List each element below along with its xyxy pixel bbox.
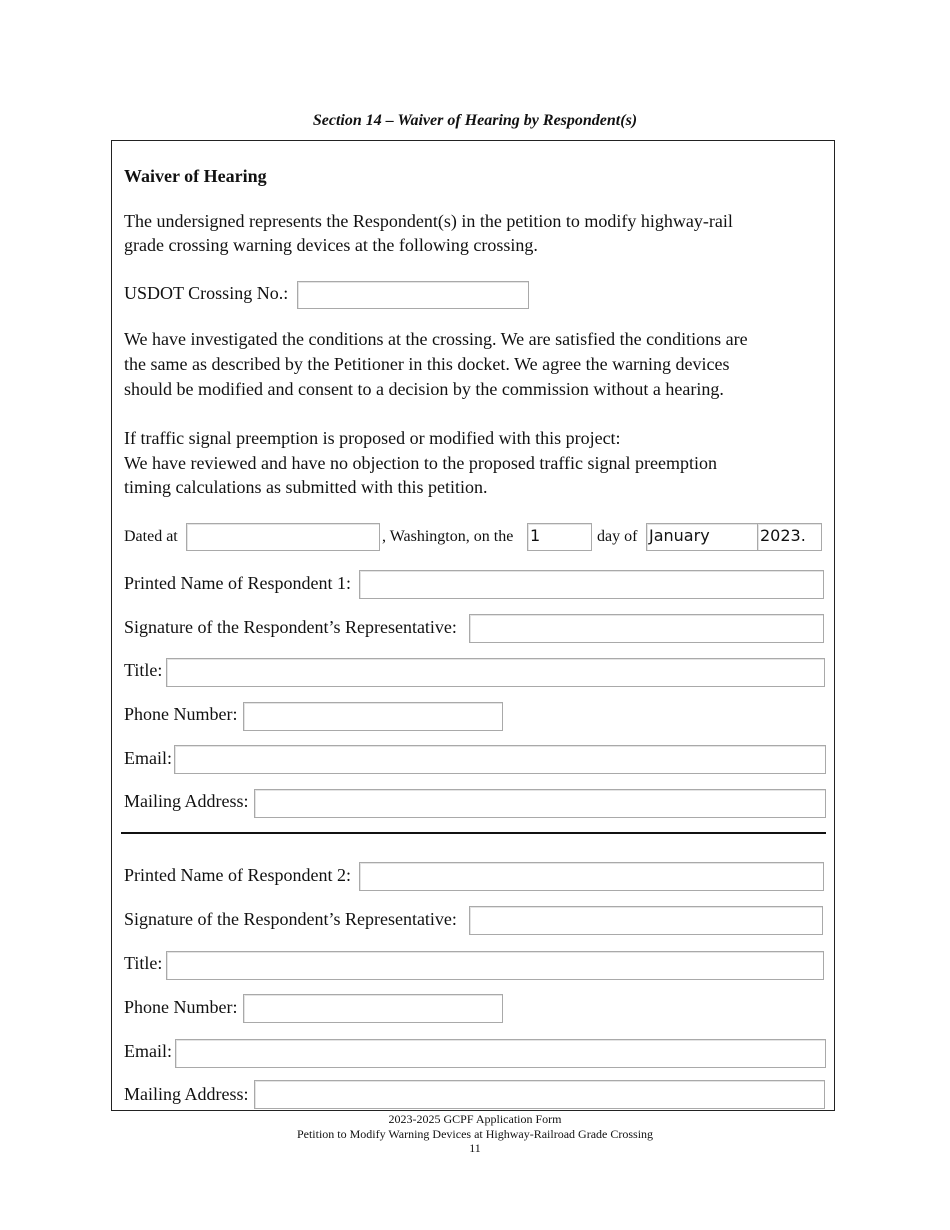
- respondent1-title-input[interactable]: [166, 658, 825, 687]
- respondent2-title-input[interactable]: [166, 951, 824, 980]
- day-input[interactable]: 1: [527, 523, 592, 551]
- respondent2-phone-label: Phone Number:: [124, 997, 238, 1017]
- section-title: Section 14 – Waiver of Hearing by Respondent(s): [312, 112, 638, 129]
- washington-label: , Washington, on the: [382, 528, 514, 545]
- respondent2-address-label: Mailing Address:: [124, 1084, 249, 1104]
- respondent2-email-label: Email:: [124, 1041, 172, 1061]
- respondent-divider: [121, 832, 826, 834]
- respondent2-address-input[interactable]: [254, 1080, 825, 1109]
- waiver-heading: Waiver of Hearing: [124, 166, 267, 186]
- respondent1-phone-input[interactable]: [243, 702, 503, 731]
- respondent1-phone-label: Phone Number:: [124, 704, 238, 724]
- preemption-line-2: We have reviewed and have no objection to the proposed traffic signal preemption: [124, 453, 718, 473]
- footer-form-subtitle: Petition to Modify Warning Devices at Highway-Railroad Grade Crossing: [296, 1127, 654, 1141]
- respondent1-signature-label: Signature of the Respondent’s Representative:: [124, 617, 457, 637]
- day-of-label: day of: [597, 528, 638, 545]
- respondent1-name-input[interactable]: [359, 570, 824, 599]
- respondent1-email-input[interactable]: [174, 745, 826, 774]
- respondent2-email-input[interactable]: [175, 1039, 826, 1068]
- year-input[interactable]: 2023.: [757, 523, 822, 551]
- page-number: 11: [469, 1141, 481, 1155]
- statement-line-3: should be modified and consent to a decision by the commission without a hearing.: [124, 379, 724, 399]
- statement-line-1: We have investigated the conditions at the crossing. We are satisfied the conditions are: [124, 329, 748, 349]
- respondent2-title-label: Title:: [124, 953, 163, 973]
- dated-at-label: Dated at: [124, 528, 178, 545]
- respondent2-phone-input[interactable]: [243, 994, 503, 1023]
- dated-city-input[interactable]: [186, 523, 380, 551]
- respondent2-signature-label: Signature of the Respondent’s Representative:: [124, 909, 457, 929]
- respondent1-address-label: Mailing Address:: [124, 791, 249, 811]
- footer-form-title: 2023-2025 GCPF Application Form: [388, 1112, 562, 1126]
- intro-line-1: The undersigned represents the Respondent(s) in the petition to modify highway-rail: [124, 211, 733, 231]
- month-input[interactable]: January: [646, 523, 758, 551]
- preemption-line-3: timing calculations as submitted with this petition.: [124, 477, 488, 497]
- preemption-line-1: If traffic signal preemption is proposed or modified with this project:: [124, 428, 621, 448]
- respondent2-name-label: Printed Name of Respondent 2:: [124, 865, 351, 885]
- respondent2-signature-input[interactable]: [469, 906, 823, 935]
- respondent1-address-input[interactable]: [254, 789, 826, 818]
- crossing-label: USDOT Crossing No.:: [124, 283, 289, 303]
- respondent1-name-label: Printed Name of Respondent 1:: [124, 573, 351, 593]
- respondent1-email-label: Email:: [124, 748, 172, 768]
- crossing-number-input[interactable]: [297, 281, 529, 309]
- respondent1-signature-input[interactable]: [469, 614, 824, 643]
- intro-line-2: grade crossing warning devices at the following crossing.: [124, 235, 538, 255]
- respondent2-name-input[interactable]: [359, 862, 824, 891]
- statement-line-2: the same as described by the Petitioner in this docket. We agree the warning devices: [124, 354, 730, 374]
- respondent1-title-label: Title:: [124, 660, 163, 680]
